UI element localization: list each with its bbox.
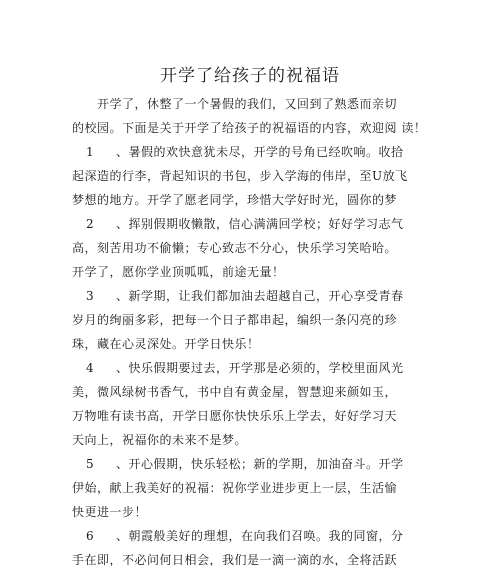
intro-line-2: 的校园。下面是关于开学了给孩子的祝福语的内容，欢迎阅 读！ (72, 121, 427, 135)
item-1-line-1 (72, 140, 472, 164)
item-text: 、暑假的欢快意犹未尽，开学的号角已经吹响。收拾 (116, 145, 404, 159)
item-number: 2 (86, 217, 95, 231)
item-5-line-1 (72, 452, 472, 476)
item-3-line-3: 珠，藏在心灵深处。开学日快乐！ (72, 337, 260, 351)
item-text: 、开心假期，快乐轻松；新的学期，加油奋斗。开学 (116, 457, 404, 471)
item-number: 5 (86, 457, 95, 471)
item-2-line-1 (72, 212, 472, 236)
item-6-line-2: 手在即，不必问何日相会，我们是一滴一滴的水，全将活跃 (72, 553, 398, 566)
item-5-line-3: 快更进一步！ (72, 505, 148, 519)
item-1-line-2: 起深造的行李，背起知识的书包，步入学海的伟岸，至U放飞 (72, 169, 408, 183)
item-text: 、挥别假期收懒散，信心满满回学校；好好学习志气 (116, 217, 404, 231)
item-text: 、朝霞般美好的理想，在向我们召唤。我的同窗，分 (116, 529, 404, 543)
item-4-line-2: 美，微风绿树书香气，书中自有黄金屋，智慧迎来颜如玉， (72, 385, 398, 399)
item-1-line-3: 梦想的地方。开学了愿老同学，珍惜大学好时光，圆你的梦 (72, 193, 398, 207)
document-title: 开学了给孩子的祝福语 (160, 66, 340, 86)
item-number: 6 (86, 529, 95, 543)
item-4-line-1 (72, 356, 472, 380)
item-number: 1 (86, 145, 95, 159)
item-4-line-3: 万物唯有读书高，开学日愿你快快乐乐上学去，好好学习天 (72, 409, 398, 423)
item-5-line-2: 伊始，献上我美好的祝福：祝你学业进步更上一层，生活愉 (72, 481, 398, 495)
item-number: 3 (86, 289, 95, 303)
intro-line-1: 开学了，休整了一个暑假的我们，又回到了熟悉而亲切 (72, 97, 398, 111)
item-6-line-1 (72, 524, 472, 548)
item-number: 4 (86, 361, 95, 375)
item-3-line-1 (72, 284, 472, 308)
item-text: 、新学期，让我们都加油去超越自己，开心享受青春 (116, 289, 404, 303)
item-4-line-4: 天向上，祝福你的未来不是梦。 (72, 433, 248, 447)
item-2-line-2: 高，刻苦用功不偷懒；专心致志不分心，快乐学习笑哈哈。 (72, 241, 398, 255)
item-text: 、快乐假期要过去，开学那是必须的，学校里面风光 (116, 361, 404, 375)
item-3-line-2: 岁月的绚丽多彩，把每一个日子都串起，编织一条闪亮的珍 (72, 313, 398, 327)
item-2-line-3: 开学了，愿你学业顶呱呱，前途无量！ (72, 265, 285, 279)
